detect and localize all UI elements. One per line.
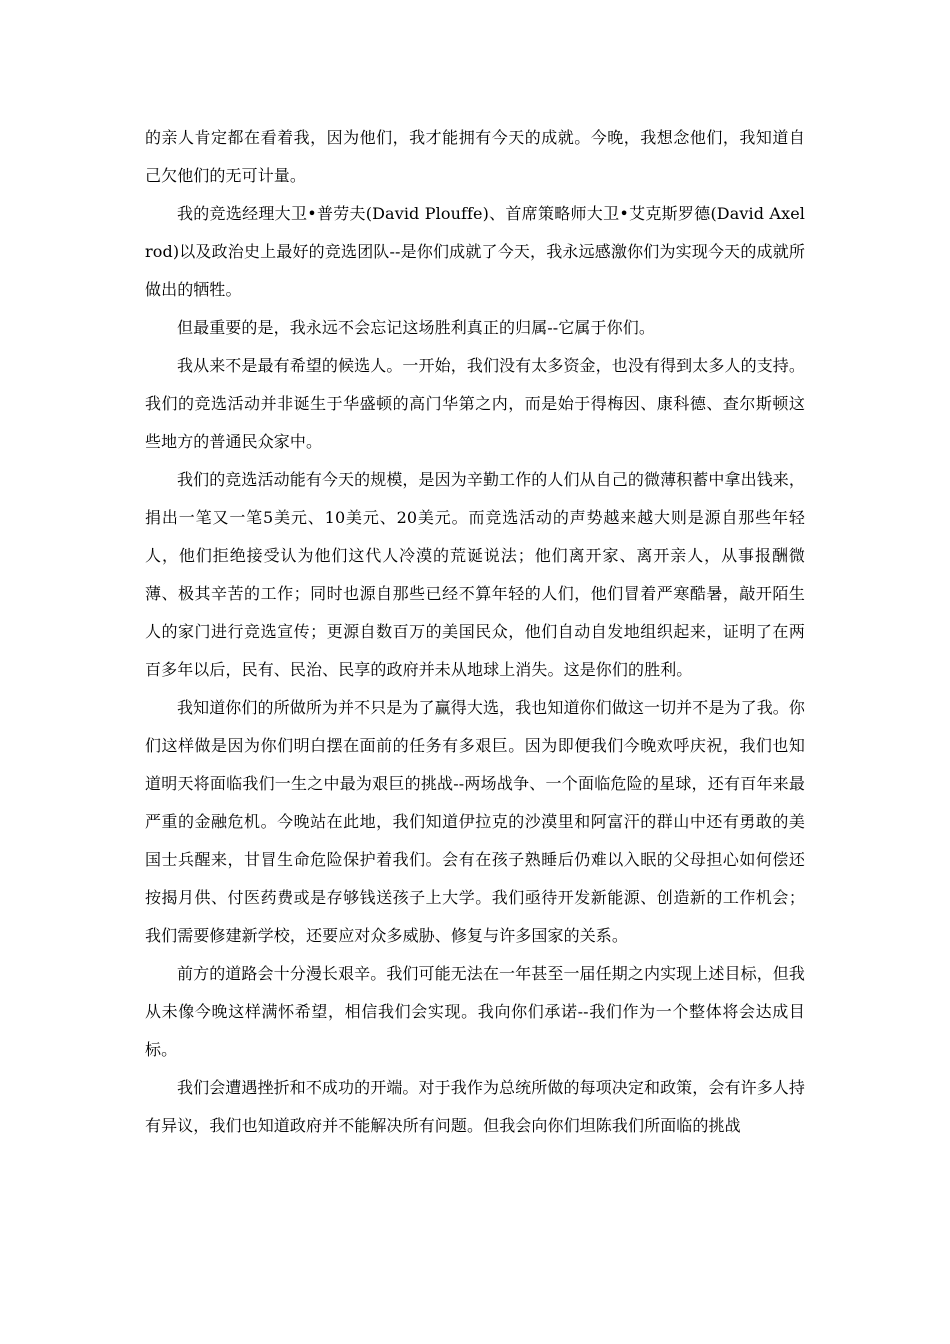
- paragraph-4: 我从来不是最有希望的候选人。一开始，我们没有太多资金，也没有得到太多人的支持。我们的竞选活动并非诞生于华盛顿的高门华第之内，而是始于得梅因、康科德、查尔斯顿这些地方的普通民众家中。: [145, 356, 805, 451]
- document-page: [145, 119, 805, 1145]
- paragraph-5: 我们的竞选活动能有今天的规模，是因为辛勤工作的人们从自己的微薄积蓄中拿出钱来，捐出一笔又一笔5美元、10美元、20美元。而竞选活动的声势越来越大则是源自那些年轻人，他们拒绝接受认为他们这代人冷漠的荒诞说法；他们离开家、离开亲人，从事报酬微薄、极其辛苦的工作；同时也源自那些已经不算年轻的人们，他们冒着严寒酷暑，敲开陌生人的家门进行竞选宣传；更源自数百万的美国民众，他们自动自发地组织起来，证明了在两百多年以后，民有、民治、民享的政府并未从地球上消失。这是你们的胜利。: [145, 470, 805, 679]
- paragraph-2: 我的竞选经理大卫•普劳夫(David Plouffe)、首席策略师大卫•艾克斯罗德(David Axelrod)以及政治史上最好的竞选团队--是你们成就了今天，我永远感激你们为实现今天的成就所做出的牺牲。: [145, 204, 805, 299]
- paragraph-1: 的亲人肯定都在看着我，因为他们，我才能拥有今天的成就。今晚，我想念他们，我知道自己欠他们的无可计量。: [145, 128, 805, 185]
- paragraph-6: 我知道你们的所做所为并不只是为了赢得大选，我也知道你们做这一切并不是为了我。你们这样做是因为你们明白摆在面前的任务有多艰巨。因为即便我们今晚欢呼庆祝，我们也知道明天将面临我们一生之中最为艰巨的挑战--两场战争、一个面临危险的星球，还有百年来最严重的金融危机。今晚站在此地，我们知道伊拉克的沙漠里和阿富汗的群山中还有勇敢的美国士兵醒来，甘冒生命危险保护着我们。会有在孩子熟睡后仍难以入眠的父母担心如何偿还按揭月供、付医药费或是存够钱送孩子上大学。我们亟待开发新能源、创造新的工作机会；我们需要修建新学校，还要应对众多威胁、修复与许多国家的关系。: [145, 698, 805, 945]
- paragraph-8: 我们会遭遇挫折和不成功的开端。对于我作为总统所做的每项决定和政策，会有许多人持有异议，我们也知道政府并不能解决所有问题。但我会向你们坦陈我们所面临的挑战: [145, 1078, 805, 1135]
- paragraph-7: 前方的道路会十分漫长艰辛。我们可能无法在一年甚至一届任期之内实现上述目标，但我从未像今晚这样满怀希望，相信我们会实现。我向你们承诺--我们作为一个整体将会达成目标。: [145, 964, 805, 1059]
- paragraph-3: 但最重要的是，我永远不会忘记这场胜利真正的归属--它属于你们。: [177, 318, 655, 337]
